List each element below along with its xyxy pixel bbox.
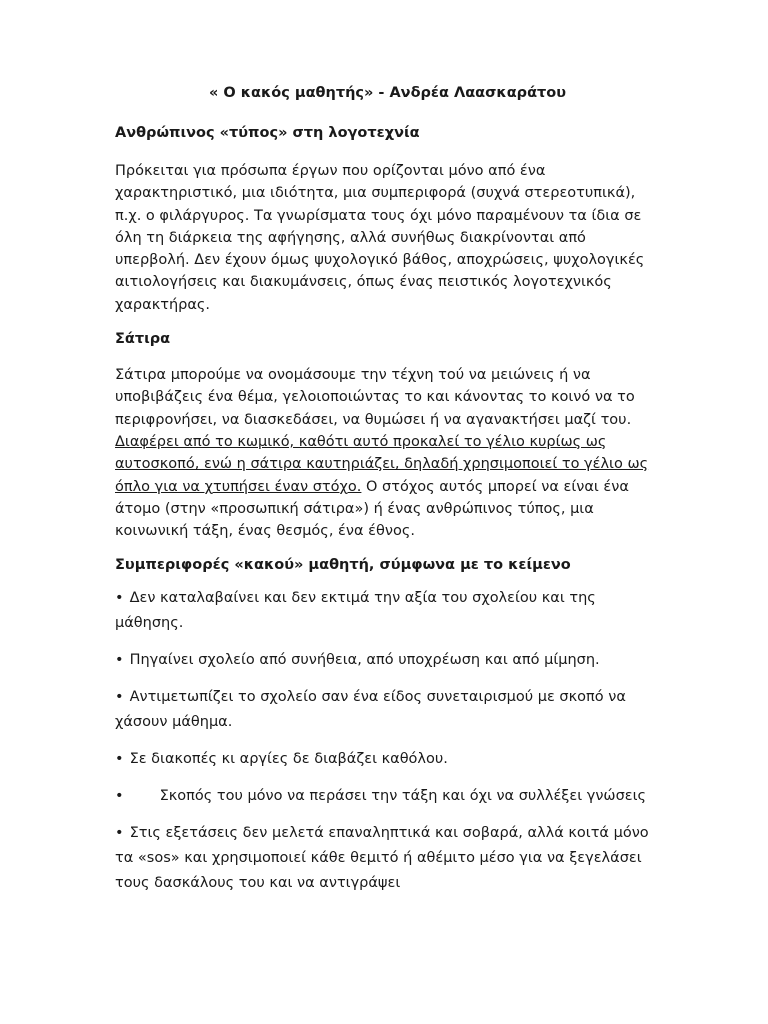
document-title: « Ο κακός μαθητής» - Ανδρέα Λαασκαράτου xyxy=(208,85,567,101)
paragraph-satire xyxy=(115,364,660,542)
list-item-text: Πηγαίνει σχολείο από συνήθεια, από υποχρέωση και από μίμηση. xyxy=(129,652,600,669)
list-item xyxy=(115,784,660,809)
list-item-text: Δεν καταλαβαίνει και δεν εκτιμά την αξία του σχολείου και της μάθησης. xyxy=(115,590,596,632)
satire-text-underlined: Διαφέρει από το κωμικό, καθότι αυτό προκαλεί το γέλιο κυρίως ως αυτοσκοπό, ενώ η σάτιρα καυτηριάζει, δηλαδή χρησιμοποιεί το γέλιο ως όπλο για να χτυπήσει έναν στόχο. xyxy=(115,433,649,495)
list-item-text: Στις εξετάσεις δεν μελετά επαναληπτικά και σοβαρά, αλλά κοιτά μόνο τα «sos» και χρησιμοποιεί κάθε θεμιτό ή αθέμιτο μέσο για να ξεγελάσει τους δασκάλους του και να αντιγράψει xyxy=(115,825,649,892)
bullet-icon: • xyxy=(115,788,124,805)
list-item-text: Σε διακοπές κι αργίες δε διαβάζει καθόλου. xyxy=(129,751,448,768)
list-item xyxy=(115,747,660,772)
bullet-icon: • xyxy=(115,590,124,607)
satire-text-end: Ο στόχος αυτός μπορεί να είναι ένα άτομο (στην «προσωπική σάτιρα») ή ένας ανθρώπινος τύπος, μια κοινωνική τάξη, ένας θεσμός, ένα έθνος. xyxy=(115,478,629,540)
section-heading-satire: Σάτιρα xyxy=(115,331,171,348)
list-item-text: Σκοπός του μόνο να περάσει την τάξη και όχι να συλλέξει γνώσεις xyxy=(159,788,647,805)
section-heading-behaviors: Συμπεριφορές «κακού» μαθητή, σύμφωνα με το κείμενο xyxy=(115,557,571,574)
bullet-icon: • xyxy=(115,825,124,842)
list-item-text: Αντιμετωπίζει το σχολείο σαν ένα είδος συνεταιρισμού με σκοπό να χάσουν μάθημα. xyxy=(115,689,626,731)
list-item xyxy=(115,586,660,636)
list-item xyxy=(115,685,660,735)
bullet-icon: • xyxy=(115,689,124,706)
section-heading-human-type: Ανθρώπινος «τύπος» στη λογοτεχνία xyxy=(115,125,420,141)
document-page xyxy=(115,82,660,908)
paragraph-human-type: Πρόκειται για πρόσωπα έργων που ορίζονται μόνο από ένα χαρακτηριστικό, μια ιδιότητα, μια συμπεριφορά (συχνά στερεοτυπικά), π.χ. ο φιλάργυρος. Τα γνωρίσματα τους όχι μόνο παραμένουν τα ίδια σε όλη τη διάρκεια της αφήγησης, αλλά συνήθως διακρίνονται από υπερβολή. Δεν έχουν όμως ψυχολογικό βάθος, αποχρώσεις, ψυχολογικές αιτιολογήσεις και διακυμάνσεις, όπως ένας πειστικός λογοτεχνικός χαρακτήρας. xyxy=(115,163,645,313)
satire-text-start: Σάτιρα μπορούμε να ονομάσουμε την τέχνη τού να μειώνεις ή να υποβιβάζεις ένα θέμα, γελοιοποιώντας το και κάνοντας το κοινό να το περιφρονήσει, να διασκεδάσει, να θυμώσει ή να αγανακτήσει μαζί του. xyxy=(115,367,635,428)
bullet-icon: • xyxy=(115,652,124,669)
bullet-icon: • xyxy=(115,751,124,768)
list-item xyxy=(115,821,660,896)
list-item xyxy=(115,648,660,673)
